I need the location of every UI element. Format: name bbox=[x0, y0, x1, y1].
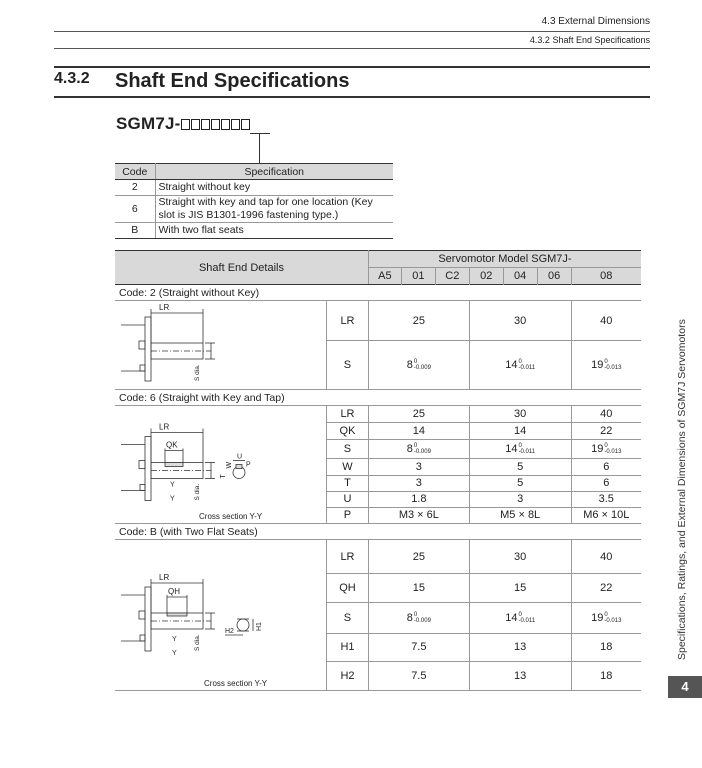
value-cell bbox=[571, 633, 641, 661]
tolerance bbox=[518, 443, 535, 455]
value-text: 25 bbox=[412, 550, 425, 563]
tolerance-upper: 0 bbox=[518, 359, 522, 366]
value-cell bbox=[368, 301, 469, 341]
tolerance bbox=[604, 612, 621, 624]
tolerance bbox=[414, 443, 431, 455]
model-placeholder-box bbox=[181, 119, 190, 130]
model-pointer bbox=[250, 133, 270, 134]
param-cell: LR bbox=[327, 301, 369, 341]
model-placeholder-box bbox=[191, 119, 200, 130]
value-text: 14 bbox=[505, 612, 518, 624]
servomotor-model-header: Servomotor Model SGM7J- bbox=[368, 251, 641, 268]
spec-header: Specification bbox=[155, 164, 393, 180]
tolerance-lower: -0.011 bbox=[518, 449, 536, 456]
value-text: 15 bbox=[514, 582, 527, 595]
tolerance-upper: 0 bbox=[413, 359, 418, 366]
value-text: 30 bbox=[514, 314, 527, 327]
param-cell: S bbox=[327, 603, 369, 633]
value-cell bbox=[571, 423, 641, 440]
value-text: 19 bbox=[591, 443, 604, 456]
value-cell bbox=[368, 574, 469, 603]
value-cell bbox=[368, 491, 469, 507]
table-row bbox=[115, 406, 641, 423]
model-placeholder-box bbox=[201, 119, 210, 130]
diagram-line bbox=[140, 635, 145, 641]
value-text: 5 bbox=[517, 477, 524, 490]
value-cell bbox=[368, 406, 469, 423]
model-column-header: C2 bbox=[435, 268, 469, 285]
value-cell bbox=[571, 475, 641, 491]
value-cell bbox=[368, 459, 469, 475]
value-cell bbox=[469, 459, 571, 475]
param-cell: QH bbox=[327, 574, 369, 603]
value-text: 19 bbox=[591, 359, 604, 372]
code-table bbox=[115, 163, 393, 239]
value-text: 22 bbox=[600, 425, 613, 438]
value-cell bbox=[571, 574, 641, 603]
value-text: 40 bbox=[600, 314, 613, 327]
tolerance-lower: -0.013 bbox=[604, 618, 622, 624]
value-text: 40 bbox=[600, 550, 613, 563]
diagram-line bbox=[236, 465, 242, 469]
tolerance bbox=[604, 443, 621, 455]
shaft-diagram bbox=[115, 540, 326, 690]
value-cell bbox=[469, 633, 571, 661]
tolerance-upper: 0 bbox=[413, 443, 418, 450]
value-cell bbox=[469, 341, 571, 390]
value-cell bbox=[469, 301, 571, 341]
diagram-cell bbox=[115, 301, 327, 390]
tolerance-upper: 0 bbox=[604, 443, 608, 450]
model-placeholder-boxes bbox=[181, 115, 251, 135]
value-text: 19 bbox=[591, 612, 604, 624]
diagram-cell bbox=[115, 540, 327, 691]
diagram-label: H2 bbox=[225, 628, 234, 635]
value-text: 6 bbox=[603, 461, 610, 473]
code-cell: 2 bbox=[115, 180, 155, 196]
value-cell bbox=[469, 475, 571, 491]
value-cell bbox=[469, 440, 571, 459]
title-rule bbox=[54, 66, 650, 68]
shaft-diagram bbox=[115, 406, 326, 523]
section-number: 4.3.2 bbox=[54, 70, 90, 87]
model-prefix: SGM7J- bbox=[116, 114, 181, 133]
header-rule bbox=[54, 31, 650, 32]
diagram-line bbox=[139, 611, 145, 619]
title-rule bbox=[54, 96, 650, 98]
value-text: 14 bbox=[412, 425, 425, 438]
value-text: 25 bbox=[412, 314, 425, 327]
model-column-header: 04 bbox=[503, 268, 537, 285]
diagram-line bbox=[139, 341, 145, 349]
model-column-header: 08 bbox=[571, 268, 641, 285]
diagram-line bbox=[237, 619, 249, 631]
value-text: 14 bbox=[514, 425, 527, 438]
tolerance-upper: 0 bbox=[518, 443, 522, 450]
value-cell bbox=[368, 341, 469, 390]
value-text: 40 bbox=[600, 408, 613, 421]
diagram-line bbox=[145, 437, 151, 501]
chapter-side-text: Specifications, Ratings, and External Dimensions of SGM7J Servomotors bbox=[676, 319, 688, 660]
value-cell bbox=[469, 423, 571, 440]
diagram-label: P bbox=[246, 461, 251, 469]
value-cell bbox=[469, 540, 571, 574]
diagram-line bbox=[140, 365, 145, 371]
value-cell bbox=[368, 633, 469, 661]
tolerance bbox=[518, 359, 535, 371]
model-column-header: 02 bbox=[469, 268, 503, 285]
value-text: 3 bbox=[415, 477, 422, 490]
value-cell bbox=[368, 423, 469, 440]
value-text: 7.5 bbox=[411, 641, 427, 654]
value-text: M5 × 8L bbox=[500, 509, 541, 522]
model-column-header: A5 bbox=[368, 268, 401, 285]
model-pointer bbox=[259, 133, 260, 163]
diagram-label: S dia. bbox=[194, 634, 201, 651]
value-cell bbox=[368, 603, 469, 633]
value-cell bbox=[368, 540, 469, 574]
value-text: 13 bbox=[514, 641, 527, 654]
diagram-label: U bbox=[237, 453, 243, 461]
diagram-label: LR bbox=[159, 303, 170, 312]
value-text: 3 bbox=[517, 493, 524, 506]
section-title: Shaft End Specifications bbox=[115, 70, 350, 92]
value-text: 15 bbox=[412, 582, 425, 595]
value-text: M3 × 6L bbox=[398, 509, 439, 522]
value-text: 14 bbox=[505, 359, 518, 372]
model-placeholder-box bbox=[221, 119, 230, 130]
param-cell: P bbox=[327, 507, 369, 523]
code-cell: 6 bbox=[115, 196, 155, 223]
value-cell bbox=[469, 491, 571, 507]
tolerance bbox=[604, 359, 621, 371]
value-cell bbox=[368, 661, 469, 690]
diagram-label: S dia. bbox=[194, 364, 201, 381]
value-cell bbox=[469, 406, 571, 423]
value-cell bbox=[571, 661, 641, 690]
param-cell: W bbox=[327, 459, 369, 475]
header-subsection: 4.3.2 Shaft End Specifications bbox=[529, 35, 650, 45]
value-cell bbox=[368, 507, 469, 523]
value-cell bbox=[571, 540, 641, 574]
tolerance-upper: 0 bbox=[604, 359, 608, 366]
tolerance-lower: -0.011 bbox=[518, 618, 536, 624]
value-cell bbox=[571, 440, 641, 459]
param-cell: H2 bbox=[327, 661, 369, 690]
model-column-header: 01 bbox=[401, 268, 435, 285]
value-text: M6 × 10L bbox=[583, 509, 630, 522]
value-text: 30 bbox=[514, 408, 527, 421]
tolerance-lower: -0.013 bbox=[604, 365, 622, 372]
model-column-header: 06 bbox=[537, 268, 571, 285]
diagram-label: T bbox=[220, 474, 227, 479]
diagram-label: S dia. bbox=[194, 483, 201, 501]
section-code-label: Code: B (with Two Flat Seats) bbox=[115, 524, 641, 540]
diagram-label: Y bbox=[172, 650, 177, 657]
param-cell: LR bbox=[327, 540, 369, 574]
value-text: 5 bbox=[517, 461, 524, 473]
diagram-label: W bbox=[226, 461, 233, 469]
diagram-label: H1 bbox=[256, 622, 263, 631]
cross-section-label: Cross section Y-Y bbox=[199, 512, 263, 521]
value-text: 8 bbox=[406, 359, 413, 372]
shaft-end-details-header: Shaft End Details bbox=[115, 251, 368, 285]
param-cell: S bbox=[327, 440, 369, 459]
diagram-line bbox=[139, 461, 145, 469]
value-cell bbox=[469, 574, 571, 603]
value-cell bbox=[571, 301, 641, 341]
value-cell bbox=[368, 475, 469, 491]
diagram-line bbox=[145, 317, 151, 381]
value-text: 14 bbox=[505, 443, 518, 456]
code-cell: B bbox=[115, 223, 155, 239]
spec-cell: Straight with key and tap for one location (Key slot is JIS B1301-1996 fastening type.) bbox=[155, 196, 393, 223]
value-cell bbox=[469, 603, 571, 633]
header-rule bbox=[54, 48, 650, 49]
spec-cell: With two flat seats bbox=[155, 223, 393, 239]
model-placeholder-box bbox=[211, 119, 220, 130]
value-cell bbox=[368, 440, 469, 459]
shaft-end-table bbox=[115, 250, 641, 691]
diagram-line bbox=[165, 463, 183, 467]
value-text: 18 bbox=[600, 641, 613, 654]
diagram-label: LR bbox=[159, 422, 170, 432]
value-cell bbox=[469, 507, 571, 523]
tolerance-upper: 0 bbox=[518, 612, 522, 618]
value-cell bbox=[469, 661, 571, 690]
value-cell bbox=[571, 603, 641, 633]
value-text: 3.5 bbox=[598, 493, 614, 506]
tolerance-lower: -0.011 bbox=[518, 365, 536, 372]
tolerance-lower: -0.009 bbox=[413, 618, 431, 624]
diagram-label: LR bbox=[159, 573, 170, 582]
tolerance bbox=[414, 612, 431, 624]
shaft-diagram bbox=[115, 301, 326, 389]
tolerance bbox=[518, 612, 535, 624]
diagram-label: QK bbox=[166, 440, 178, 450]
diagram-label: QH bbox=[168, 587, 180, 596]
value-text: 25 bbox=[412, 408, 425, 421]
tolerance-lower: -0.009 bbox=[413, 365, 431, 372]
value-text: 30 bbox=[514, 550, 527, 563]
value-text: 22 bbox=[600, 582, 613, 595]
header-section: 4.3 External Dimensions bbox=[541, 16, 650, 27]
diagram-cell bbox=[115, 406, 327, 524]
code-header: Code bbox=[115, 164, 155, 180]
chapter-tab[interactable]: 4 bbox=[668, 676, 702, 698]
diagram-label: Y bbox=[172, 636, 177, 643]
value-cell bbox=[571, 491, 641, 507]
param-cell: S bbox=[327, 341, 369, 390]
table-row bbox=[115, 540, 641, 574]
diagram-line bbox=[140, 485, 145, 491]
param-cell: T bbox=[327, 475, 369, 491]
value-cell bbox=[571, 406, 641, 423]
model-placeholder-box bbox=[231, 119, 240, 130]
diagram-line bbox=[167, 613, 187, 616]
value-text: 8 bbox=[406, 612, 413, 624]
value-cell bbox=[571, 507, 641, 523]
diagram-label: Y bbox=[170, 481, 175, 489]
value-text: 1.8 bbox=[411, 493, 427, 506]
value-text: 3 bbox=[415, 461, 422, 473]
value-text: 7.5 bbox=[411, 669, 427, 682]
value-text: 18 bbox=[600, 669, 613, 682]
value-cell bbox=[571, 459, 641, 475]
tolerance-lower: -0.009 bbox=[413, 449, 431, 456]
cross-section-label: Cross section Y-Y bbox=[204, 679, 268, 688]
value-text: 8 bbox=[406, 443, 413, 456]
param-cell: LR bbox=[327, 406, 369, 423]
value-cell bbox=[571, 341, 641, 390]
section-code-label: Code: 2 (Straight without Key) bbox=[115, 285, 641, 301]
model-designation bbox=[116, 114, 251, 135]
diagram-line bbox=[145, 587, 151, 651]
value-text: 13 bbox=[514, 669, 527, 682]
param-cell: QK bbox=[327, 423, 369, 440]
tolerance-lower: -0.013 bbox=[604, 449, 622, 456]
model-placeholder-box bbox=[241, 119, 250, 130]
tolerance-upper: 0 bbox=[604, 612, 608, 618]
tolerance-upper: 0 bbox=[413, 612, 418, 618]
table-row bbox=[115, 301, 641, 341]
param-cell: U bbox=[327, 491, 369, 507]
diagram-label: Y bbox=[170, 495, 175, 503]
spec-cell: Straight without key bbox=[155, 180, 393, 196]
value-text: 6 bbox=[603, 477, 610, 490]
param-cell: H1 bbox=[327, 633, 369, 661]
section-code-label: Code: 6 (Straight with Key and Tap) bbox=[115, 390, 641, 406]
tolerance bbox=[414, 359, 431, 371]
